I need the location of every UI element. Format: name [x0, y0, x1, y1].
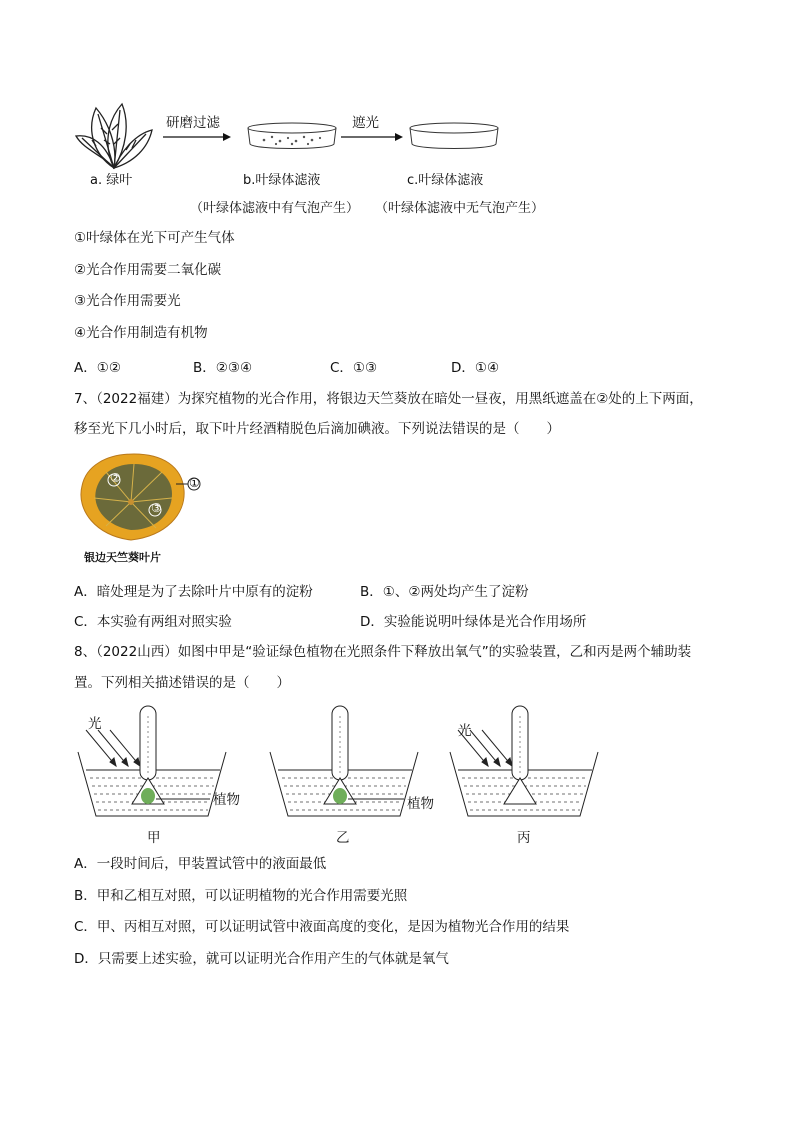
leaf-mark-2: ② — [110, 471, 121, 485]
option-d[interactable]: D．实验能说明叶绿体是光合作用场所 — [360, 614, 587, 630]
statement-3: ③光合作用需要光 — [74, 293, 181, 309]
question-8-line-1: 8、（2022山西）如图中甲是“验证绿色植物在光照条件下释放出氧气”的实验装置，乙和丙是两个辅助装 — [74, 644, 692, 660]
petri-dish-with-bubbles — [246, 120, 338, 154]
arrow-right-icon — [341, 132, 403, 142]
statement-2: ②光合作用需要二氧化碳 — [74, 262, 222, 278]
caption-green-leaf: a. 绿叶 — [90, 173, 133, 188]
option-c[interactable]: C．甲、丙相互对照，可以证明试管中液面高度的变化，是因为植物光合作用的结果 — [74, 919, 570, 935]
light-label: 光 — [88, 716, 102, 732]
arrow-right-icon — [163, 132, 231, 142]
light-label: 光 — [458, 723, 472, 739]
option-b[interactable]: B．甲和乙相互对照，可以证明植物的光合作用需要光照 — [74, 888, 408, 904]
plant-label: 植物 — [213, 792, 240, 808]
setup-label-bing: 丙 — [517, 830, 531, 846]
statement-1: ①叶绿体在光下可产生气体 — [74, 230, 235, 246]
caption-filtrate-b: b.叶绿体滤液 — [243, 173, 321, 188]
option-c[interactable]: C．①③ — [330, 360, 378, 376]
leaf-mark-1: ① — [189, 476, 200, 490]
apparatus-yi — [268, 706, 428, 824]
note-no-bubbles: （叶绿体滤液中无气泡产生） — [375, 201, 545, 216]
arrow-shade-label: 遮光 — [352, 115, 379, 131]
caption-filtrate-c: c.叶绿体滤液 — [407, 173, 484, 188]
option-d[interactable]: D．①④ — [451, 360, 500, 376]
petri-dish-no-bubbles — [408, 120, 500, 154]
option-c[interactable]: C．本实验有两组对照实验 — [74, 614, 232, 630]
setup-label-yi: 乙 — [336, 830, 350, 846]
question-8-line-2: 置。下列相关描述错误的是（ ） — [74, 675, 290, 691]
note-bubbles: （叶绿体滤液中有气泡产生） — [190, 201, 360, 216]
option-d[interactable]: D．只需要上述实验，就可以证明光合作用产生的气体就是氧气 — [74, 951, 449, 967]
question-7-line-1: 7、（2022福建）为探究植物的光合作用，将银边天竺葵放在暗处一昼夜，用黑纸遮盖在②处的上下两面， — [74, 391, 703, 407]
setup-label-jia: 甲 — [147, 830, 161, 846]
apparatus-bing — [448, 706, 608, 824]
option-a[interactable]: A．暗处理是为了去除叶片中原有的淀粉 — [74, 584, 313, 600]
leaf-mark-3: ③ — [151, 501, 162, 515]
leaf-caption: 银边天竺葵叶片 — [84, 551, 161, 564]
option-b[interactable]: B．①、②两处均产生了淀粉 — [360, 584, 529, 600]
statement-4: ④光合作用制造有机物 — [74, 325, 208, 341]
option-a[interactable]: A．一段时间后，甲装置试管中的液面最低 — [74, 856, 327, 872]
question-7-line-2: 移至光下几小时后，取下叶片经酒精脱色后滴加碘液。下列说法错误的是（ ） — [74, 421, 560, 437]
plant-label: 植物 — [407, 796, 434, 812]
geranium-leaf-image — [76, 450, 206, 542]
green-leaves-drawing — [74, 100, 154, 170]
arrow-grind-filter-label: 研磨过滤 — [166, 115, 220, 131]
option-b[interactable]: B．②③④ — [193, 360, 253, 376]
option-a[interactable]: A．①② — [74, 360, 121, 376]
